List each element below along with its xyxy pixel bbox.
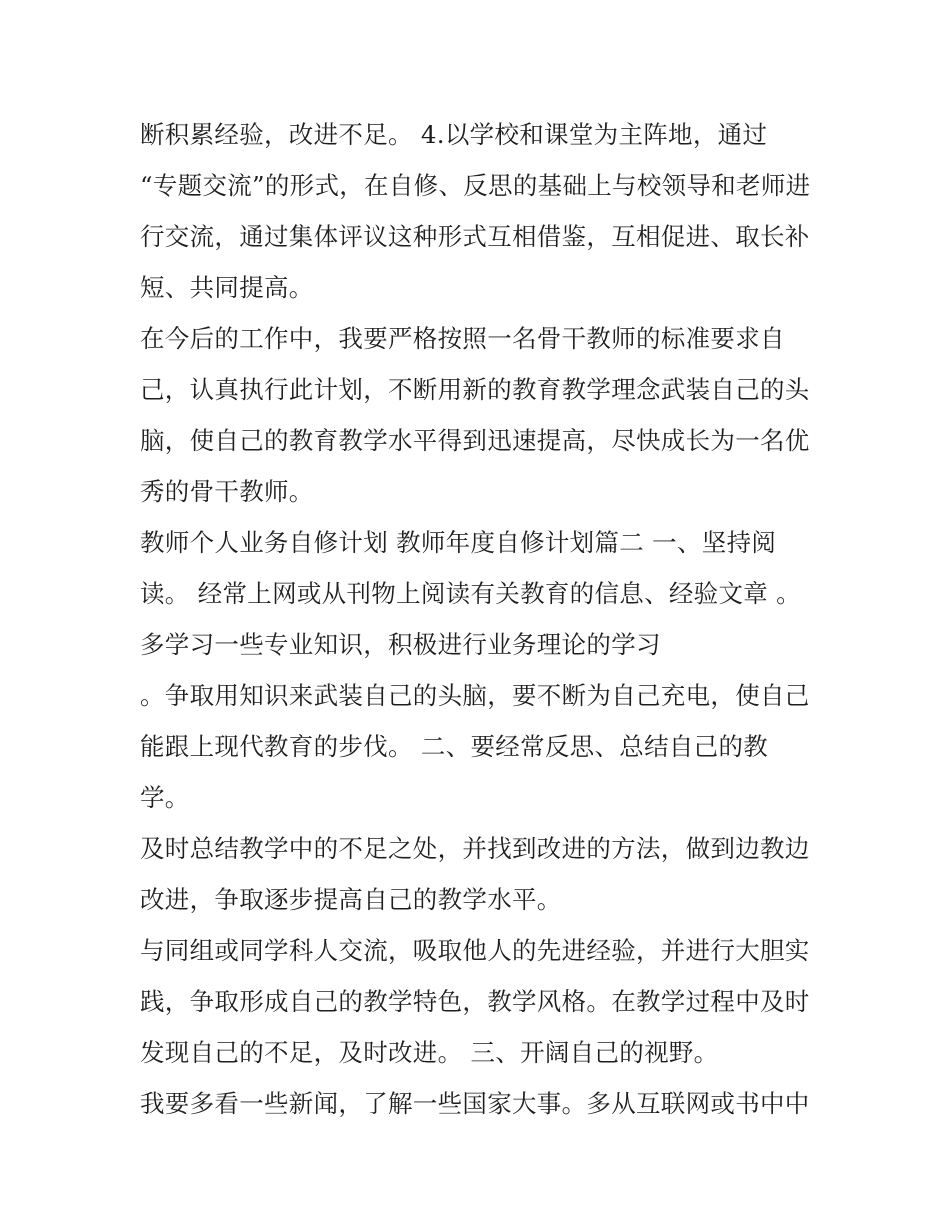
text-line: 脑，使自己的教育教学水平得到迅速提高，尽快成长为一名优: [140, 426, 810, 455]
text-line: 秀的骨干教师。: [140, 477, 314, 506]
text-line: 能跟上现代教育的步伐。 二、要经常反思、总结自己的教: [140, 732, 769, 761]
text-line: 与同组或同学科人交流，吸取他人的先进经验，并进行大胆实: [140, 936, 810, 965]
text-line: 改进，争取逐步提高自己的教学水平。: [140, 885, 562, 914]
text-line: 己，认真执行此计划，不断用新的教育教学理念武装自己的头: [140, 375, 810, 404]
text-line: 及时总结教学中的不足之处，并找到改进的方法，做到边教边: [140, 834, 810, 863]
text-line: 多学习一些专业知识，积极进行业务理论的学习: [140, 630, 661, 659]
text-line: 。争取用知识来武装自己的头脑，要不断为自己充电，使自己: [140, 681, 810, 710]
text-line: 读。 经常上网或从刊物上阅读有关教育的信息、经验文章 。: [140, 579, 801, 608]
document-body: [140, 109, 820, 1129]
text-line: 教师个人业务自修计划 教师年度自修计划篇二 一、坚持阅: [140, 528, 777, 557]
text-line: 短、共同提高。: [140, 273, 314, 302]
text-line: 行交流，通过集体评议这种形式互相借鉴，互相促进、取长补: [140, 222, 810, 251]
text-line: 学。: [140, 783, 190, 812]
text-line: “专题交流”的形式，在自修、反思的基础上与校领导和老师进: [140, 171, 811, 200]
text-line: 我要多看一些新闻，了解一些国家大事。多从互联网或书中中: [140, 1089, 810, 1118]
text-line: 发现自己的不足，及时改进。 三、开阔自己的视野。: [140, 1038, 719, 1067]
text-line: 断积累经验，改进不足。 4.以学校和课堂为主阵地，通过: [140, 120, 768, 149]
text-line: 践，争取形成自己的教学特色，教学风格。在教学过程中及时: [140, 987, 810, 1016]
text-line: 在今后的工作中，我要严格按照一名骨干教师的标准要求自: [140, 324, 785, 353]
